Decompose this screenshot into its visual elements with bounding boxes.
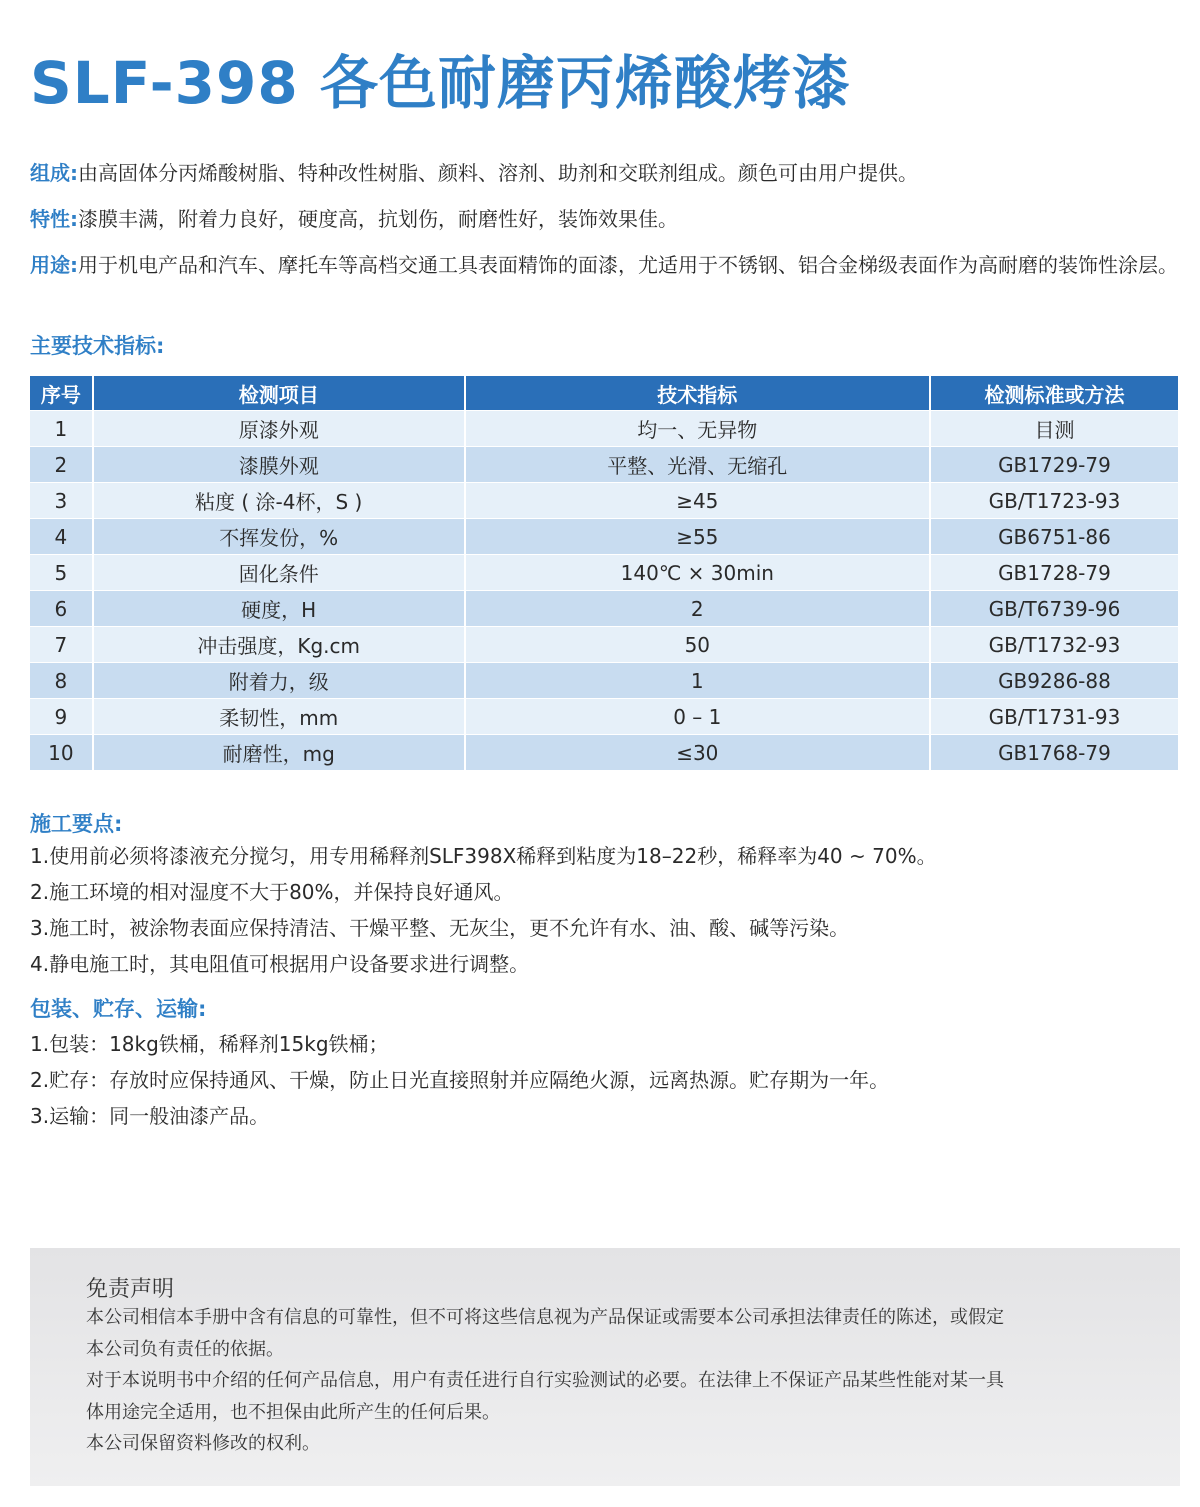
cell-item: 原漆外观 xyxy=(93,411,465,447)
cell-value: ≥55 xyxy=(465,519,930,555)
cell-standard: GB9286-88 xyxy=(930,663,1178,699)
cell-value: 2 xyxy=(465,591,930,627)
cell-no: 8 xyxy=(30,663,93,699)
construction-heading: 施工要点: xyxy=(30,812,123,836)
page-title: SLF-398 各色耐磨丙烯酸烤漆 xyxy=(30,49,851,117)
intro-text: 用于机电产品和汽车、摩托车等高档交通工具表面精饰的面漆，尤适用于不锈钢、铝合金梯级表面作为高耐磨的装饰性涂层。 xyxy=(78,253,1178,277)
intro-label: 组成: xyxy=(30,161,78,185)
cell-standard: GB1768-79 xyxy=(930,735,1178,771)
cell-no: 5 xyxy=(30,555,93,591)
cell-value: 50 xyxy=(465,627,930,663)
cell-value: ≥45 xyxy=(465,483,930,519)
cell-item: 粘度 ( 涂-4杯，S ) xyxy=(93,483,465,519)
header-item: 检测项目 xyxy=(93,376,465,411)
cell-value: 140℃ × 30min xyxy=(465,555,930,591)
cell-standard: GB/T1732-93 xyxy=(930,627,1178,663)
disclaimer-line: 对于本说明书中介绍的任何产品信息，用户有责任进行自行实验测试的必要。在法律上不保证产品某些性能对某一具 xyxy=(86,1370,1004,1391)
intro-text: 漆膜丰满，附着力良好，硬度高，抗划伤，耐磨性好，装饰效果佳。 xyxy=(78,207,678,231)
disclaimer-line: 本公司相信本手册中含有信息的可靠性，但不可将这些信息视为产品保证或需要本公司承担法律责任的陈述，或假定 xyxy=(86,1307,1004,1328)
table-row xyxy=(30,735,1178,771)
cell-no: 6 xyxy=(30,591,93,627)
table-body xyxy=(30,411,1178,771)
cell-value: 1 xyxy=(465,663,930,699)
table-row xyxy=(30,411,1178,447)
list-item: 1.包装：18kg铁桶，稀释剂15kg铁桶； xyxy=(30,1032,389,1056)
list-item: 1.使用前必须将漆液充分搅匀，用专用稀释剂SLF398X稀释到粘度为18–22秒，稀释率为40 ~ 70%。 xyxy=(30,844,937,868)
cell-no: 2 xyxy=(30,447,93,483)
table-row xyxy=(30,519,1178,555)
table-row xyxy=(30,555,1178,591)
intro-properties xyxy=(30,201,1190,237)
cell-value: 均一、无异物 xyxy=(465,411,930,447)
disclaimer-title: 免责声明 xyxy=(86,1277,175,1302)
list-item: 3.施工时，被涂物表面应保持清洁、干燥平整、无灰尘，更不允许有水、油、酸、碱等污染。 xyxy=(30,916,850,940)
cell-no: 1 xyxy=(30,411,93,447)
cell-standard: GB/T6739-96 xyxy=(930,591,1178,627)
disclaimer-line: 体用途完全适用，也不担保由此所产生的任何后果。 xyxy=(86,1401,500,1423)
packaging-list xyxy=(30,1026,1190,1134)
cell-item: 固化条件 xyxy=(93,555,465,591)
construction-list xyxy=(30,838,1190,982)
cell-no: 10 xyxy=(30,735,93,771)
cell-value: ≤30 xyxy=(465,735,930,771)
cell-item: 漆膜外观 xyxy=(93,447,465,483)
cell-standard: GB1729-79 xyxy=(930,447,1178,483)
cell-item: 柔韧性，mm xyxy=(93,699,465,735)
intro-section xyxy=(30,155,1190,293)
spec-heading: 主要技术指标: xyxy=(30,334,165,358)
intro-composition xyxy=(30,155,1190,191)
table-row xyxy=(30,699,1178,735)
cell-value: 0 – 1 xyxy=(465,699,930,735)
intro-label: 特性: xyxy=(30,207,78,231)
cell-no: 4 xyxy=(30,519,93,555)
cell-standard: GB1728-79 xyxy=(930,555,1178,591)
table-row xyxy=(30,663,1178,699)
cell-standard: 目测 xyxy=(930,411,1178,447)
header-value: 技术指标 xyxy=(465,376,930,411)
spec-table xyxy=(30,376,1178,770)
cell-no: 7 xyxy=(30,627,93,663)
disclaimer-body xyxy=(86,1302,1146,1460)
cell-item: 硬度，H xyxy=(93,591,465,627)
cell-standard: GB/T1723-93 xyxy=(930,483,1178,519)
packaging-heading: 包装、贮存、运输: xyxy=(30,997,207,1021)
intro-text: 由高固体分丙烯酸树脂、特种改性树脂、颜料、溶剂、助剂和交联剂组成。颜色可由用户提供。 xyxy=(78,161,918,185)
list-item: 2.施工环境的相对湿度不大于80%，并保持良好通风。 xyxy=(30,880,514,904)
table-row xyxy=(30,483,1178,519)
cell-no: 9 xyxy=(30,699,93,735)
intro-usage xyxy=(30,247,1190,283)
cell-item: 冲击强度，Kg.cm xyxy=(93,627,465,663)
list-item: 3.运输：同一般油漆产品。 xyxy=(30,1104,270,1128)
cell-item: 附着力，级 xyxy=(93,663,465,699)
header-standard: 检测标准或方法 xyxy=(930,376,1178,411)
intro-label: 用途: xyxy=(30,253,78,277)
table-row xyxy=(30,447,1178,483)
cell-item: 不挥发份，% xyxy=(93,519,465,555)
disclaimer-line: 本公司负有责任的依据。 xyxy=(86,1338,284,1360)
cell-standard: GB6751-86 xyxy=(930,519,1178,555)
table-header-row xyxy=(30,376,1178,411)
list-item: 4.静电施工时，其电阻值可根据用户设备要求进行调整。 xyxy=(30,952,530,976)
table-row xyxy=(30,591,1178,627)
disclaimer-box xyxy=(30,1248,1180,1486)
list-item: 2.贮存：存放时应保持通风、干燥，防止日光直接照射并应隔绝火源，远离热源。贮存期为一年。 xyxy=(30,1068,890,1092)
cell-item: 耐磨性，mg xyxy=(93,735,465,771)
header-no: 序号 xyxy=(30,376,93,411)
cell-standard: GB/T1731-93 xyxy=(930,699,1178,735)
disclaimer-line: 本公司保留资料修改的权利。 xyxy=(86,1433,320,1454)
table-row xyxy=(30,627,1178,663)
cell-no: 3 xyxy=(30,483,93,519)
cell-value: 平整、光滑、无缩孔 xyxy=(465,447,930,483)
